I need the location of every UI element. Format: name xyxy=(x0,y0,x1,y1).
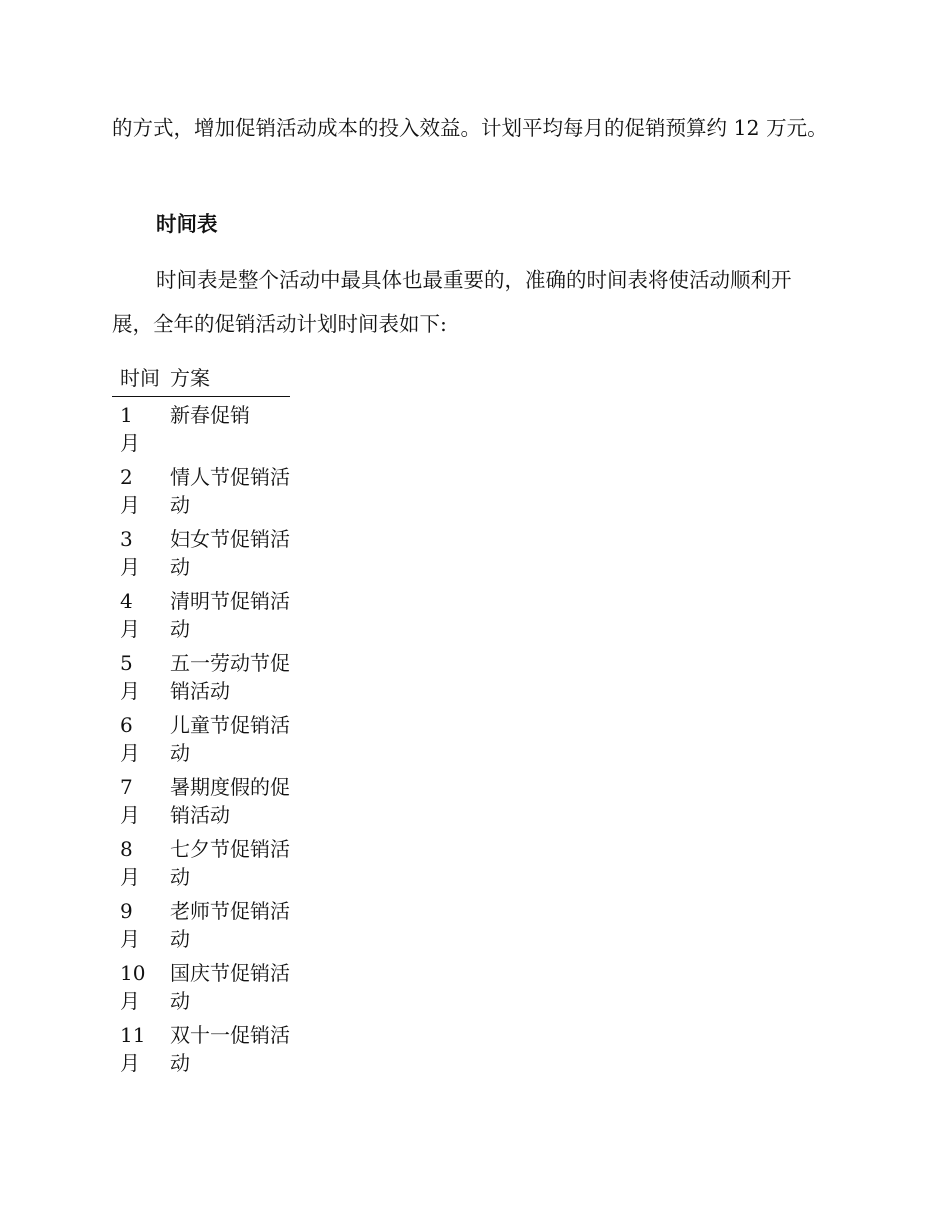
month-unit: 月 xyxy=(120,617,140,641)
month-number: 11 xyxy=(120,1023,146,1047)
month-unit: 月 xyxy=(120,865,140,889)
table-header-row xyxy=(112,364,290,397)
month-unit: 月 xyxy=(120,1051,140,1075)
month-cell xyxy=(112,583,162,645)
month-unit: 月 xyxy=(120,431,140,455)
month-unit: 月 xyxy=(120,927,140,951)
month-unit: 月 xyxy=(120,493,140,517)
month-cell xyxy=(112,831,162,893)
month-unit: 月 xyxy=(120,803,140,827)
schedule-table xyxy=(112,364,290,1079)
table-row xyxy=(112,583,290,645)
month-unit: 月 xyxy=(120,679,140,703)
table-row xyxy=(112,707,290,769)
month-number: 6 xyxy=(120,713,133,737)
month-number: 5 xyxy=(120,651,133,675)
plan-cell: 七夕节促销活动 xyxy=(170,837,290,889)
intro-paragraph: 的方式，增加促销活动成本的投入效益。计划平均每月的促销预算约 12 万元。 xyxy=(112,116,828,140)
plan-cell: 儿童节促销活动 xyxy=(170,713,290,765)
plan-cell: 暑期度假的促销活动 xyxy=(170,775,290,827)
table-row xyxy=(112,1017,290,1079)
month-cell xyxy=(112,521,162,583)
table-row xyxy=(112,397,290,460)
header-plan: 方案 xyxy=(162,364,290,397)
plan-cell: 老师节促销活动 xyxy=(170,899,290,951)
month-number: 4 xyxy=(120,589,133,613)
table-row xyxy=(112,831,290,893)
month-unit: 月 xyxy=(120,555,140,579)
month-cell xyxy=(112,459,162,521)
header-month: 时间 xyxy=(112,364,162,397)
table-row xyxy=(112,955,290,1017)
plan-cell: 五一劳动节促销活动 xyxy=(170,651,290,703)
month-number: 9 xyxy=(120,899,133,923)
plan-cell: 情人节促销活动 xyxy=(170,465,290,517)
month-unit: 月 xyxy=(120,989,140,1013)
month-cell xyxy=(112,955,162,1017)
month-number: 7 xyxy=(120,775,133,799)
month-cell xyxy=(112,645,162,707)
plan-cell: 妇女节促销活动 xyxy=(170,527,290,579)
table-body xyxy=(112,397,290,1080)
month-cell xyxy=(112,397,162,460)
plan-cell: 双十一促销活动 xyxy=(170,1023,290,1075)
section-heading: 时间表 xyxy=(156,212,218,236)
table-row xyxy=(112,521,290,583)
plan-cell: 新春促销 xyxy=(170,403,250,427)
month-number: 1 xyxy=(120,403,133,427)
table-row xyxy=(112,459,290,521)
month-number: 10 xyxy=(120,961,146,985)
month-number: 8 xyxy=(120,837,133,861)
table-row xyxy=(112,645,290,707)
plan-cell: 清明节促销活动 xyxy=(170,589,290,641)
month-cell xyxy=(112,893,162,955)
schedule-intro-paragraph: 时间表是整个活动中最具体也最重要的，准确的时间表将使活动顺利开展，全年的促销活动计划时间表如下: xyxy=(112,268,792,336)
month-cell xyxy=(112,769,162,831)
table-row xyxy=(112,769,290,831)
month-unit: 月 xyxy=(120,741,140,765)
month-cell xyxy=(112,1017,162,1079)
month-number: 3 xyxy=(120,527,133,551)
month-number: 2 xyxy=(120,465,133,489)
month-cell xyxy=(112,707,162,769)
plan-cell: 国庆节促销活动 xyxy=(170,961,290,1013)
table-row xyxy=(112,893,290,955)
